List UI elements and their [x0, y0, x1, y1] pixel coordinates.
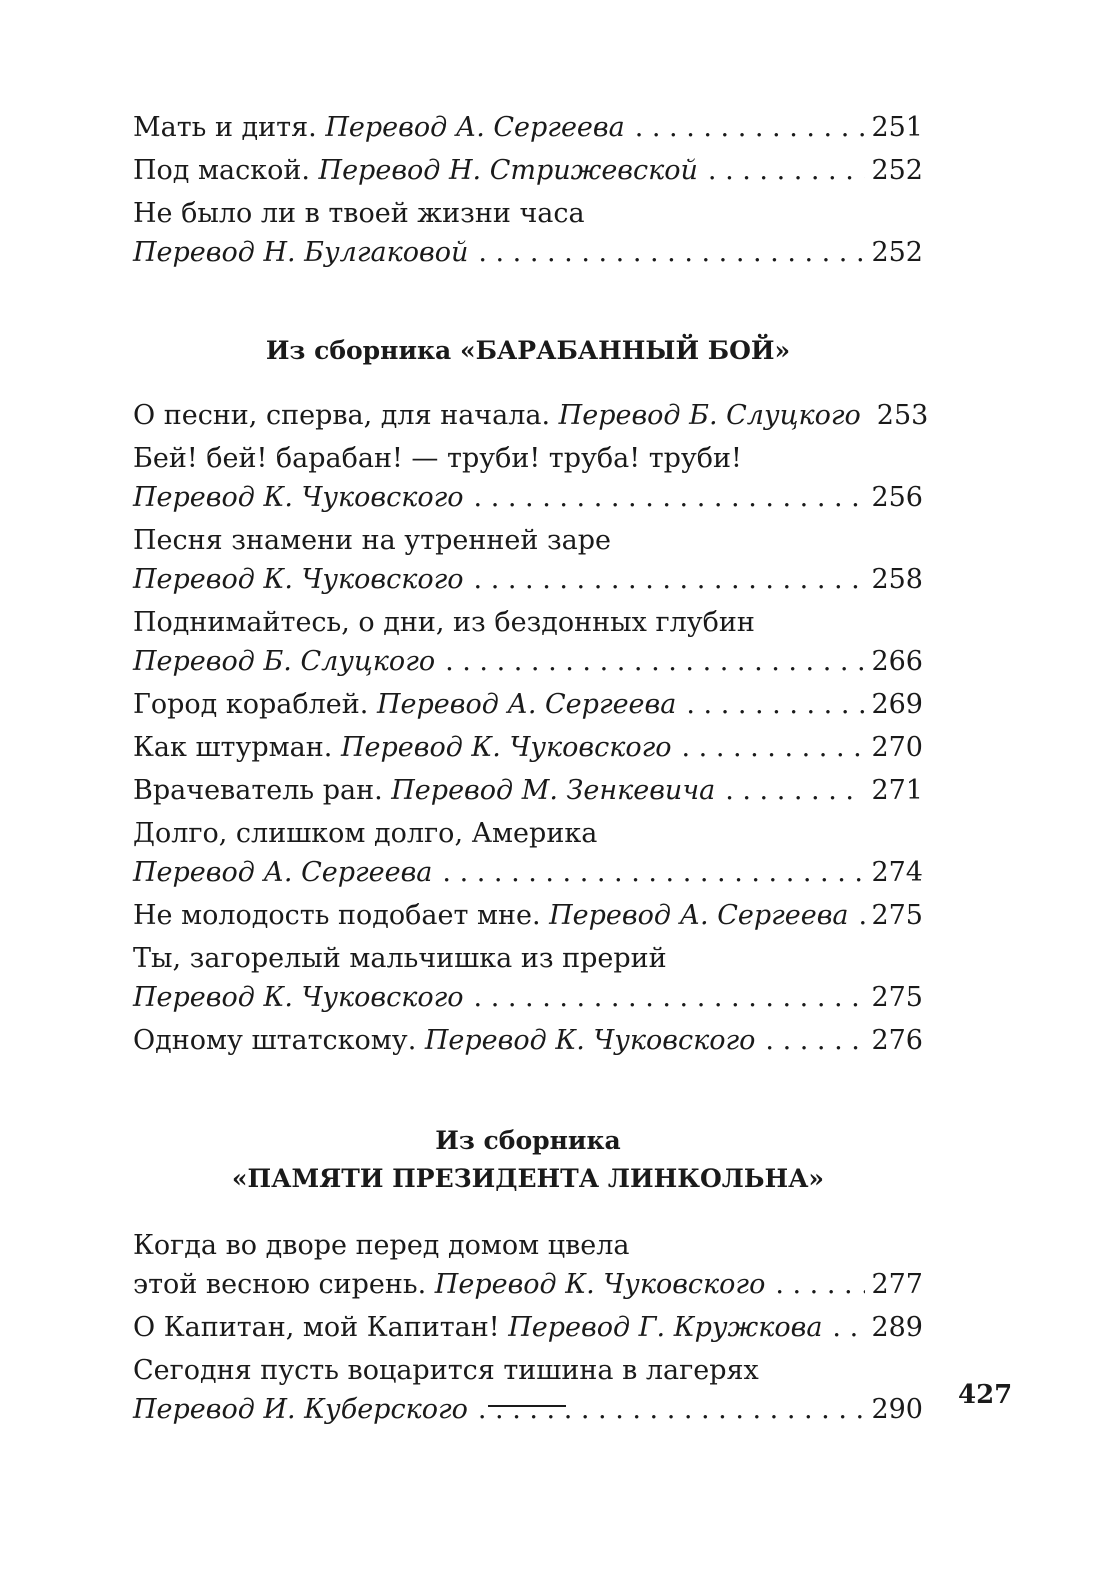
- toc-entry: [133, 939, 923, 1017]
- entry-translator: Перевод Н. Булгаковой: [133, 237, 469, 268]
- dot-leader: [445, 642, 865, 681]
- entry-title: Как штурман.: [133, 732, 333, 763]
- toc-entry: [133, 194, 923, 272]
- toc-entry: [133, 603, 923, 681]
- toc-entry: [133, 439, 923, 517]
- entry-translator: Перевод Г. Кружкова: [508, 1312, 823, 1343]
- entry-page: 251: [871, 112, 923, 143]
- entry-title: Когда во дворе перед домом цвела: [133, 1230, 630, 1261]
- entry-title: Поднимайтесь, о дни, из бездонных глубин: [133, 607, 755, 638]
- toc-entry: [133, 685, 923, 724]
- entry-translator: Перевод К. Чуковского: [434, 1269, 766, 1300]
- toc-entry: [133, 396, 929, 435]
- entry-page: 276: [871, 1025, 923, 1056]
- entry-title: Ты, загорелый мальчишка из прерий: [133, 943, 667, 974]
- entry-title: Долго, слишком долго, Америка: [133, 818, 598, 849]
- entry-title: Сегодня пусть воцарится тишина в лагерях: [133, 1355, 759, 1386]
- toc-entry: [133, 108, 923, 147]
- entry-page: 271: [871, 775, 923, 806]
- dot-leader: [725, 771, 865, 810]
- dot-leader: [686, 685, 865, 724]
- entry-page: 256: [871, 482, 923, 513]
- entry-page: 275: [871, 982, 923, 1013]
- entry-translator: Перевод К. Чуковского: [340, 732, 672, 763]
- entry-title: Не молодость подобает мне.: [133, 900, 541, 931]
- dot-leader: [765, 1021, 865, 1060]
- toc-entry: [133, 1226, 923, 1304]
- entry-title: О песни, сперва, для начала.: [133, 400, 551, 431]
- section-heading-line: «ПАМЯТИ ПРЕЗИДЕНТА ЛИНКОЛЬНА»: [231, 1164, 825, 1193]
- entry-translator: Перевод И. Куберского: [133, 1394, 468, 1425]
- entry-translator: Перевод А. Сергеева: [376, 689, 677, 720]
- dot-leader: [708, 151, 866, 190]
- toc-entry: [133, 151, 923, 190]
- toc-entry: [133, 1308, 923, 1347]
- entry-page: 252: [871, 155, 923, 186]
- section-heading-line: Из сборника: [435, 1126, 621, 1155]
- toc-entry: [133, 1351, 923, 1429]
- dot-leader: [635, 108, 866, 147]
- dot-leader: [832, 1308, 865, 1347]
- entry-translator: Перевод А. Сергеева: [549, 900, 849, 931]
- entry-title: Не было ли в твоей жизни часа: [133, 198, 585, 229]
- entry-title: Одному штатскому.: [133, 1025, 417, 1056]
- entry-page: 289: [871, 1312, 923, 1343]
- entry-title: Под маской.: [133, 155, 310, 186]
- dot-leader: [681, 728, 865, 767]
- entry-title: Врачеватель ран.: [133, 775, 383, 806]
- entry-page: 269: [871, 689, 923, 720]
- dot-leader: [474, 560, 866, 599]
- section-heading: Из сборника «БАРАБАННЫЙ БОЙ»: [265, 336, 791, 365]
- dot-leader: [478, 233, 865, 272]
- dot-leader: [775, 1265, 865, 1304]
- toc-entry: [133, 1021, 923, 1060]
- toc-entry: [133, 728, 923, 767]
- page-number: 427: [958, 1380, 1013, 1410]
- entry-title: Бей! бей! барабан! — труби! труба! труби!: [133, 443, 742, 474]
- entry-translator: Перевод К. Чуковского: [424, 1025, 756, 1056]
- toc-entry: [133, 814, 923, 892]
- entry-page: 270: [871, 732, 923, 763]
- entry-page: 277: [871, 1269, 923, 1300]
- entry-translator: Перевод Б. Слуцкого: [133, 646, 436, 677]
- dot-leader: [859, 896, 866, 935]
- entry-page: 258: [871, 564, 923, 595]
- entry-translator: Перевод К. Чуковского: [133, 982, 464, 1013]
- entry-translator: Перевод Н. Стрижевской: [318, 155, 698, 186]
- entry-page: 275: [871, 900, 923, 931]
- dot-leader: [478, 1390, 866, 1429]
- entry-title: Песня знамени на утренней заре: [133, 525, 612, 556]
- entry-translator: Перевод А. Сергеева: [133, 857, 433, 888]
- dot-leader: [442, 853, 865, 892]
- entry-translator: Перевод М. Зенкевича: [391, 775, 716, 806]
- toc-entry: [133, 896, 923, 935]
- entry-page: 266: [871, 646, 923, 677]
- table-of-contents: [133, 108, 929, 1433]
- folio-rule: [488, 1405, 566, 1407]
- entry-translator: Перевод А. Сергеева: [325, 112, 625, 143]
- entry-translator: Перевод К. Чуковского: [133, 564, 464, 595]
- entry-page: 252: [871, 237, 923, 268]
- dot-leader: [474, 478, 866, 517]
- entry-translator: Перевод Б. Слуцкого: [558, 400, 861, 431]
- entry-translator: Перевод К. Чуковского: [133, 482, 464, 513]
- toc-entry: [133, 771, 923, 810]
- entry-title: Город кораблей.: [133, 689, 369, 720]
- entry-title: О Капитан, мой Капитан!: [133, 1312, 500, 1343]
- entry-page: 290: [871, 1394, 923, 1425]
- entry-title: Мать и дитя.: [133, 112, 317, 143]
- section-heading: [133, 1122, 923, 1198]
- entry-title: этой весною сирень.: [133, 1269, 427, 1300]
- dot-leader: [474, 978, 866, 1017]
- entry-page: 274: [871, 857, 923, 888]
- toc-entry: [133, 521, 923, 599]
- entry-page: 253: [876, 400, 929, 431]
